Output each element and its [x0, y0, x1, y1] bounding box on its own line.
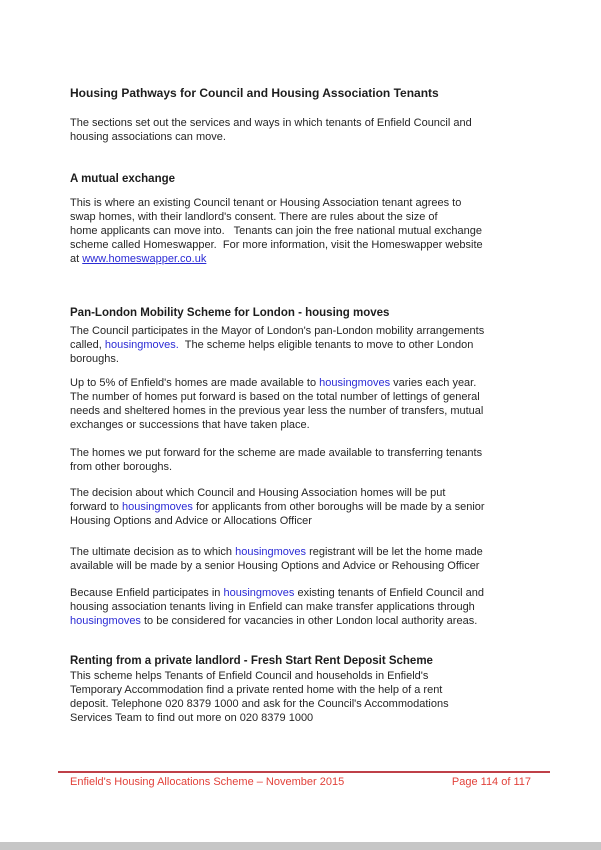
pan-london-paragraph-5 — [70, 545, 483, 573]
text-segment: from other boroughs. — [70, 461, 173, 473]
text-segment: The Council participates in the Mayor of London's pan-London mobility arrangements — [70, 325, 485, 337]
intro-paragraph — [70, 116, 472, 144]
text-line — [70, 683, 449, 697]
text-line — [70, 559, 483, 573]
page-footer — [70, 775, 531, 789]
housingmoves-link[interactable]: housingmoves — [235, 546, 307, 558]
text-segment: Housing Options and Advice or Allocations Officer — [70, 515, 312, 527]
heading-renting — [70, 654, 433, 668]
text-segment: The sections set out the services and ways in which tenants of Enfield Council and — [70, 117, 472, 129]
text-segment: called, — [70, 339, 105, 351]
text-line — [70, 586, 484, 600]
text-segment: varies each year. — [390, 377, 477, 389]
text-segment: at — [70, 253, 83, 265]
text-line — [70, 514, 485, 528]
text-segment: registrant will be let the home made — [306, 546, 483, 558]
text-line — [70, 486, 485, 500]
housingmoves-link[interactable]: housingmoves — [70, 615, 141, 627]
text-segment: home applicants can move into. Tenants can join the free national mutual exchange — [70, 225, 482, 237]
text-line — [70, 376, 483, 390]
text-line — [70, 338, 484, 352]
footer-document-title: Enfield's Housing Allocations Scheme – November 2015 — [70, 776, 345, 788]
text-segment: housing associations can move. — [70, 131, 226, 143]
text-line — [70, 116, 472, 130]
renting-paragraph — [70, 669, 449, 725]
text-line — [70, 352, 484, 366]
text-segment: Services Team to find out more on 020 8379 1000 — [70, 712, 314, 724]
text-segment: deposit. Telephone 020 8379 1000 and ask for the Council's Accommodations — [70, 698, 449, 710]
housingmoves-link[interactable]: housingmoves — [121, 501, 193, 513]
homeswapper-link[interactable]: www.homeswapper.co.uk — [82, 253, 207, 265]
housingmoves-link[interactable]: housingmoves — [223, 587, 295, 599]
title-text: Housing Pathways for Council and Housing Association Tenants — [70, 86, 439, 100]
text-line — [70, 172, 175, 186]
text-line — [70, 306, 389, 320]
pan-london-paragraph-1 — [70, 324, 484, 366]
page-gap — [0, 842, 601, 850]
text-line — [70, 545, 483, 559]
text-line — [70, 404, 483, 418]
text-segment: The number of homes put forward is based on the total number of lettings of general — [70, 391, 480, 403]
heading-text: A mutual exchange — [70, 173, 176, 185]
text-line — [70, 130, 472, 144]
text-segment: exchanges or successions that have taken place. — [70, 419, 310, 431]
text-line — [70, 390, 483, 404]
text-line — [70, 711, 449, 725]
heading-text: Pan-London Mobility Scheme for London - housing moves — [70, 307, 390, 319]
text-segment: boroughs. — [70, 353, 119, 365]
text-line — [70, 210, 483, 224]
text-segment: The scheme helps eligible tenants to move to other London — [178, 339, 474, 351]
housingmoves-link[interactable]: housingmoves. — [104, 339, 179, 351]
text-line — [70, 446, 482, 460]
text-segment: needs and sheltered homes in the previous year less the number of transfers, mutual — [70, 405, 484, 417]
text-segment: for applicants from other boroughs will be made by a senior — [192, 501, 485, 513]
pan-london-paragraph-4 — [70, 486, 485, 528]
pan-london-paragraph-3 — [70, 446, 482, 474]
footer-page-number: Page 114 of 117 — [451, 776, 531, 788]
text-line — [70, 196, 483, 210]
pan-london-paragraph-2 — [70, 376, 483, 432]
text-segment: The decision about which Council and Housing Association homes will be put — [70, 487, 446, 499]
text-line — [70, 669, 449, 683]
text-segment: scheme called Homeswapper. For more information, visit the Homeswapper website — [70, 239, 483, 251]
text-segment: Up to 5% of Enfield's homes are made available to — [70, 377, 320, 389]
text-line — [70, 324, 484, 338]
page-title — [70, 86, 439, 100]
text-line — [70, 614, 484, 628]
text-line — [70, 460, 482, 474]
text-line — [70, 600, 484, 614]
heading-pan-london — [70, 306, 389, 320]
heading-text: Renting from a private landlord - Fresh Start Rent Deposit Scheme — [70, 655, 433, 667]
text-segment: Because Enfield participates in — [70, 587, 224, 599]
mutual-exchange-paragraph — [70, 196, 483, 266]
text-line — [70, 500, 485, 514]
text-line — [70, 86, 439, 100]
text-segment: The homes we put forward for the scheme are made available to transferring tenants — [70, 447, 483, 459]
text-line — [70, 224, 483, 238]
text-segment: Temporary Accommodation find a private rented home with the help of a rent — [70, 684, 443, 696]
text-segment: housing association tenants living in Enfield can make transfer applications through — [70, 601, 475, 613]
text-line — [70, 238, 483, 252]
pan-london-paragraph-6 — [70, 586, 484, 628]
housingmoves-link[interactable]: housingmoves — [319, 377, 391, 389]
text-segment: swap homes, with their landlord's consent. There are rules about the size of — [70, 211, 438, 223]
text-segment: This scheme helps Tenants of Enfield Council and households in Enfield's — [70, 670, 429, 682]
text-segment: existing tenants of Enfield Council and — [294, 587, 484, 599]
text-line — [70, 654, 433, 668]
text-segment: forward to — [70, 501, 122, 513]
text-line — [70, 697, 449, 711]
text-segment: The ultimate decision as to which — [70, 546, 236, 558]
text-line — [70, 252, 483, 266]
text-segment: available will be made by a senior Housing Options and Advice or Rehousing Officer — [70, 560, 480, 572]
text-line — [70, 418, 483, 432]
footer-rule — [58, 771, 550, 773]
heading-mutual-exchange — [70, 172, 175, 186]
text-segment: to be considered for vacancies in other London local authority areas. — [140, 615, 478, 627]
text-segment: This is where an existing Council tenant or Housing Association tenant agrees to — [70, 197, 462, 209]
